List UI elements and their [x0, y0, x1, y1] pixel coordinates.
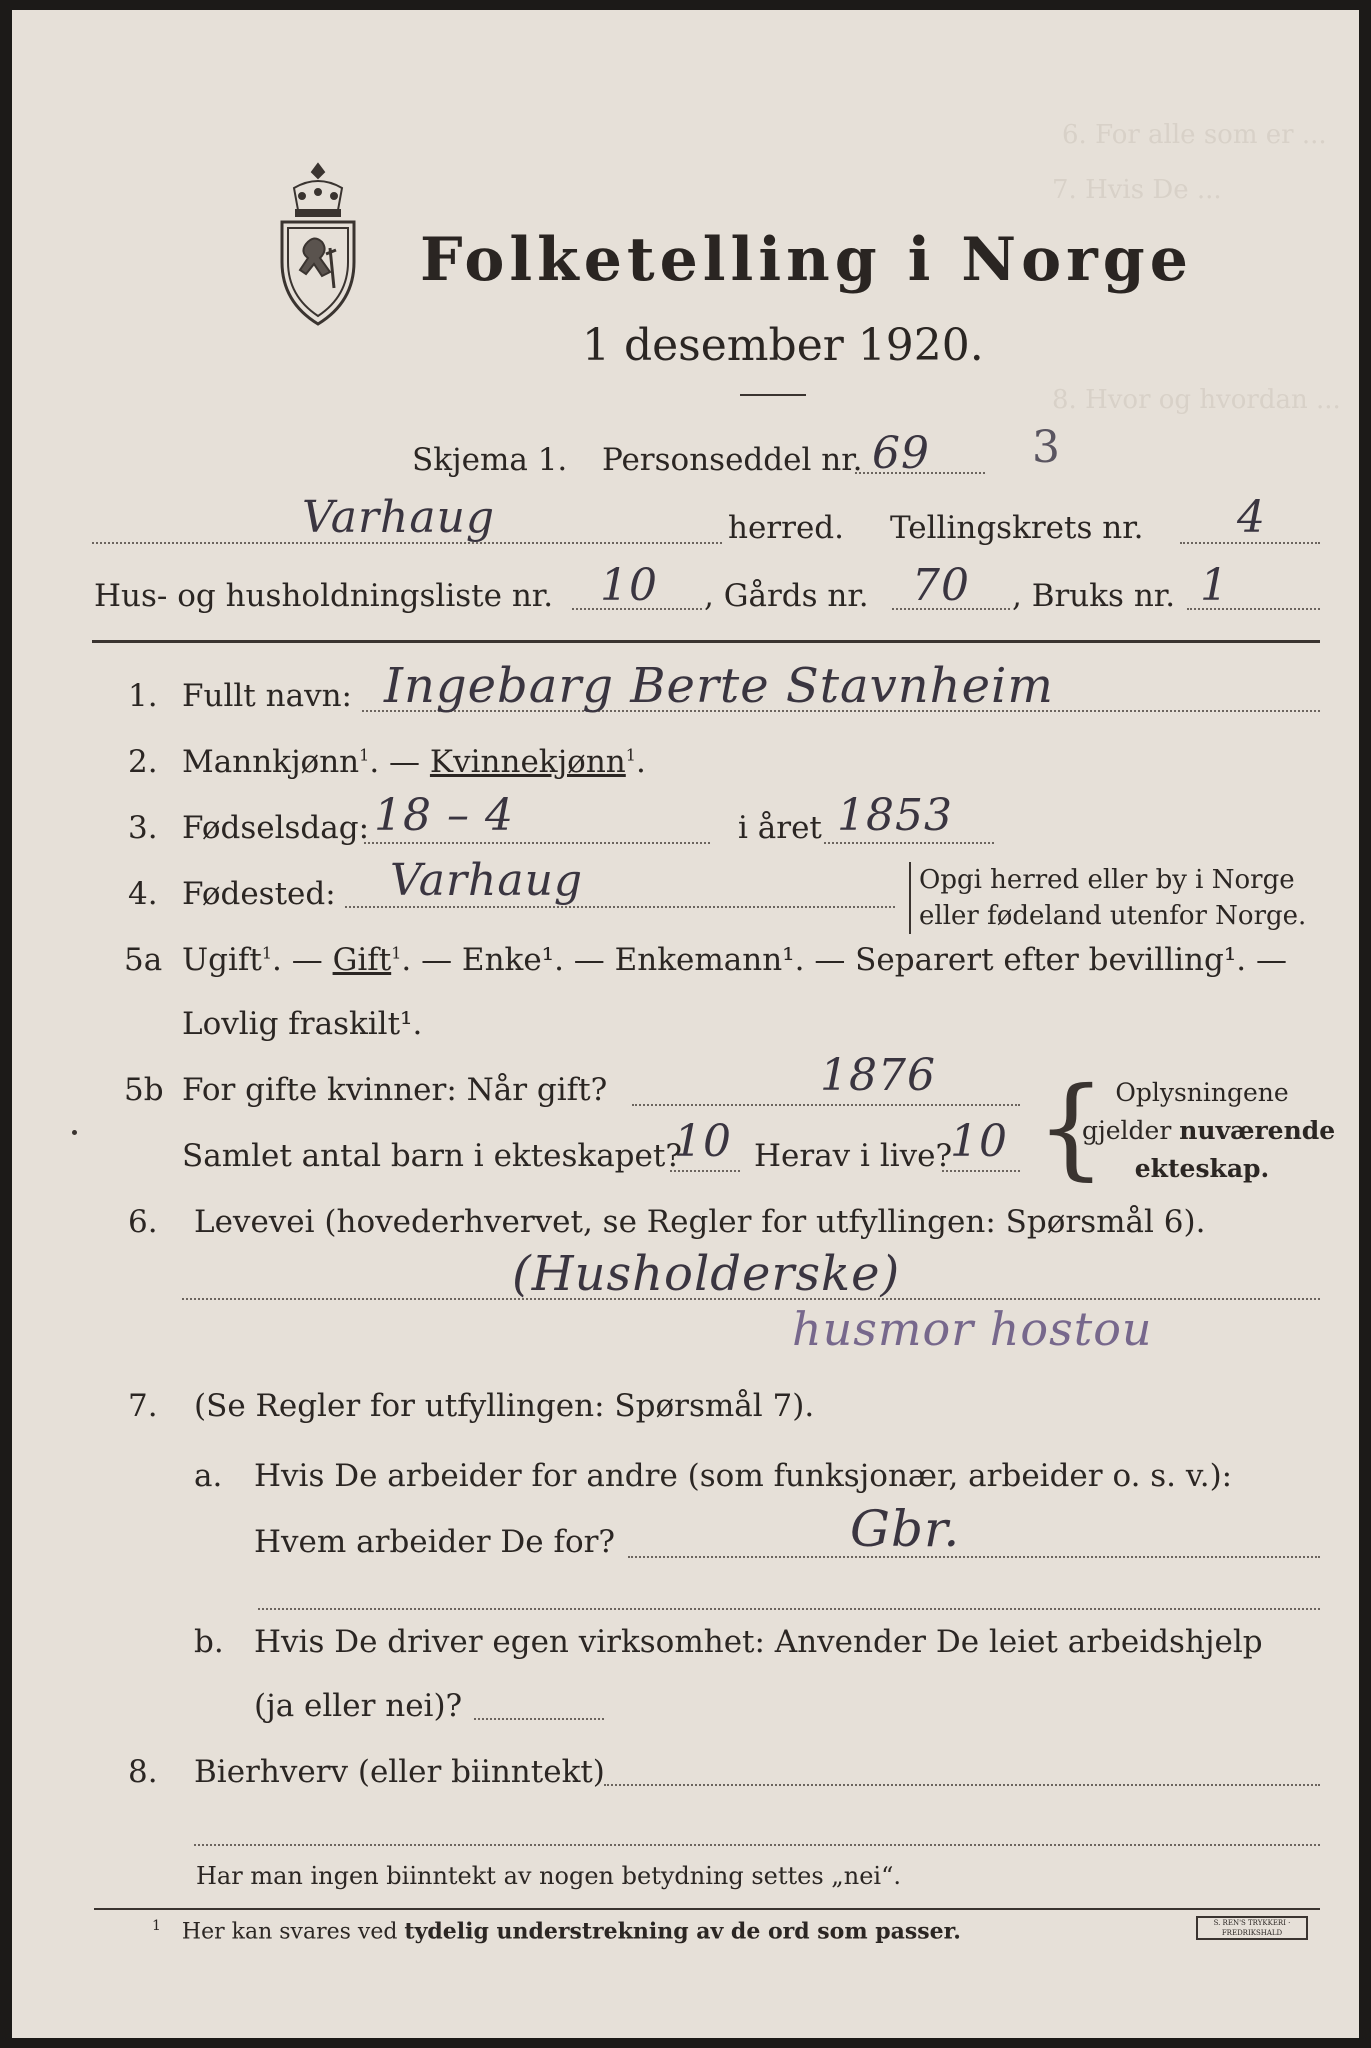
q4-note-line2: eller fødeland utenfor Norge. [909, 898, 1306, 934]
q3-year-line [824, 842, 994, 844]
q5a-gift: Gift [332, 942, 392, 978]
q6-value: (Husholderske) [512, 1246, 901, 1302]
q7b-question: (ja eller nei)? [254, 1688, 463, 1724]
q5b-children-line [670, 1170, 740, 1172]
q7a-letter: a. [194, 1458, 223, 1494]
q5b-children-value: 10 [674, 1116, 732, 1167]
q2-sup2: 1 [625, 745, 636, 765]
q8-line2 [194, 1844, 1320, 1846]
q8-line [604, 1784, 1320, 1786]
q3-label: Fødselsdag: [182, 810, 370, 846]
q7b-line [474, 1718, 604, 1720]
q5a-sup2: 1 [391, 943, 402, 963]
bruks-value: 1 [1200, 560, 1229, 611]
tellingskrets-value: 4 [1237, 492, 1266, 543]
q5b-note-line3: ekteskap. [1134, 1154, 1270, 1183]
q5b-note [1082, 1074, 1336, 1188]
q7-number: 7. [128, 1388, 158, 1424]
q7b-letter: b. [194, 1624, 224, 1660]
liste-label: Hus- og husholdningsliste nr. [94, 578, 554, 614]
q5a-rest: . — Enke¹. — Enkemann¹. — Separert efter bevilling¹. — [401, 942, 1287, 978]
q5b-note-line1: Oplysningene [1115, 1078, 1289, 1107]
q3-year-label: i året [738, 810, 822, 846]
footnote-text-a: Her kan svares ved [181, 1919, 405, 1945]
q5b-alive-line [942, 1170, 1020, 1172]
q7a-line [628, 1556, 1320, 1558]
footnote-divider [94, 1908, 1320, 1910]
census-form [12, 10, 1359, 2038]
q2-sup1: 1 [359, 745, 370, 765]
q1-label: Fullt navn: [182, 678, 352, 714]
header-divider [92, 640, 1320, 643]
gards-value: 70 [912, 560, 970, 611]
q7a-line2 [258, 1608, 1320, 1610]
q4-line [345, 906, 895, 908]
printer-stamp: S. REN'S TRYKKERI · FREDRIKSHALD [1196, 1916, 1308, 1940]
liste-value: 10 [600, 560, 658, 611]
q5b-alive-value: 10 [950, 1116, 1008, 1167]
q5b-alive-label: Herav i live? [754, 1138, 953, 1174]
q7-label: (Se Regler for utfyllingen: Spørsmål 7). [194, 1388, 815, 1424]
q4-note [909, 862, 1306, 934]
q8-number: 8. [128, 1754, 158, 1790]
q5a-line2: Lovlig fraskilt¹. [182, 1006, 423, 1042]
q5a-sup1: 1 [261, 943, 273, 963]
q5b-line [632, 1104, 1020, 1106]
footnote-text-b: tydelig understrekning av de ord som passer. [404, 1918, 961, 1945]
bruks-label: , Bruks nr. [1012, 578, 1176, 614]
tellingskrets-label: Tellingskrets nr. [890, 510, 1144, 546]
q7a-text: Hvis De arbeider for andre (som funksjonær, arbeider o. s. v.): [254, 1458, 1233, 1494]
title-divider [740, 394, 806, 396]
q5b-children-label: Samlet antal barn i ekteskapet? [182, 1138, 682, 1174]
bleed-text-1: 6. For alle som er ... [1062, 120, 1327, 150]
q4-number: 4. [128, 876, 158, 912]
q3-line [364, 842, 710, 844]
q4-note-line1: Opgi herred eller by i Norge [909, 862, 1306, 898]
schema-label: Skjema 1. [412, 442, 568, 478]
herred-value: Varhaug [302, 492, 496, 543]
q2-end: . [635, 744, 646, 780]
q5b-label: For gifte kvinner: Når gift? [182, 1072, 608, 1108]
bleed-text-2: 7. Hvis De ... [1052, 175, 1222, 205]
form-date: 1 desember 1920. [582, 320, 984, 371]
q8-label: Bierhverv (eller biinntekt) [194, 1754, 605, 1790]
q6-value2: husmor hostou [792, 1302, 1153, 1356]
q5b-number: 5b [124, 1072, 164, 1108]
q6-number: 6. [128, 1204, 158, 1240]
coat-of-arms-icon [272, 158, 364, 328]
footnote [152, 1918, 961, 1944]
q4-value: Varhaug [390, 855, 584, 906]
q5b-value: 1876 [820, 1050, 936, 1101]
q1-number: 1. [128, 678, 158, 714]
q2-male: Mannkjønn [182, 744, 360, 780]
q2-number: 2. [128, 744, 158, 780]
q6-line [182, 1298, 1320, 1300]
q3-number: 3. [128, 810, 158, 846]
personseddel-extra: 3 [1032, 422, 1061, 473]
personseddel-value: 69 [872, 428, 930, 479]
gards-label: , Gårds nr. [704, 578, 869, 614]
personseddel-label: Personseddel nr. [602, 442, 863, 478]
q5a-ugift: Ugift [182, 942, 262, 978]
q5a-line1: Ugift$^1$. — Gift$^1$. — Enke¹. — Enkemann¹. — Separert efter bevilling¹. — [182, 942, 1287, 978]
q5a-number: 5a [124, 942, 163, 978]
q6-label: Levevei (hovederhvervet, se Regler for utfyllingen: Spørsmål 6). [194, 1204, 1206, 1240]
q5b-note-line2: gjelder nuværende [1082, 1116, 1336, 1145]
ink-dot [72, 1130, 77, 1135]
q1-value: Ingebarg Berte Stavnheim [384, 658, 1054, 714]
q7a-question: Hvem arbeider De for? [254, 1524, 616, 1560]
q7b-text: Hvis De driver egen virksomhet: Anvender De leiet arbeidshjelp [254, 1624, 1263, 1660]
q4-label: Fødested: [182, 876, 336, 912]
q3-value: 18 – 4 [374, 790, 514, 841]
q5b-brace: { [1036, 1063, 1106, 1191]
q3-year-value: 1853 [837, 790, 953, 841]
bleed-text-3: 8. Hvor og hvordan ... [1052, 385, 1341, 415]
q7a-value: Gbr. [850, 1500, 961, 1558]
income-note: Har man ingen biinntekt av nogen betydning settes „nei“. [196, 1862, 901, 1890]
q2-line [182, 744, 646, 780]
q2-sep: . — [369, 744, 421, 780]
footnote-number: 1 [152, 1918, 161, 1934]
herred-label: herred. [728, 510, 844, 546]
form-title: Folketelling i Norge [420, 225, 1193, 295]
q2-female: Kvinnekjønn [429, 744, 626, 780]
